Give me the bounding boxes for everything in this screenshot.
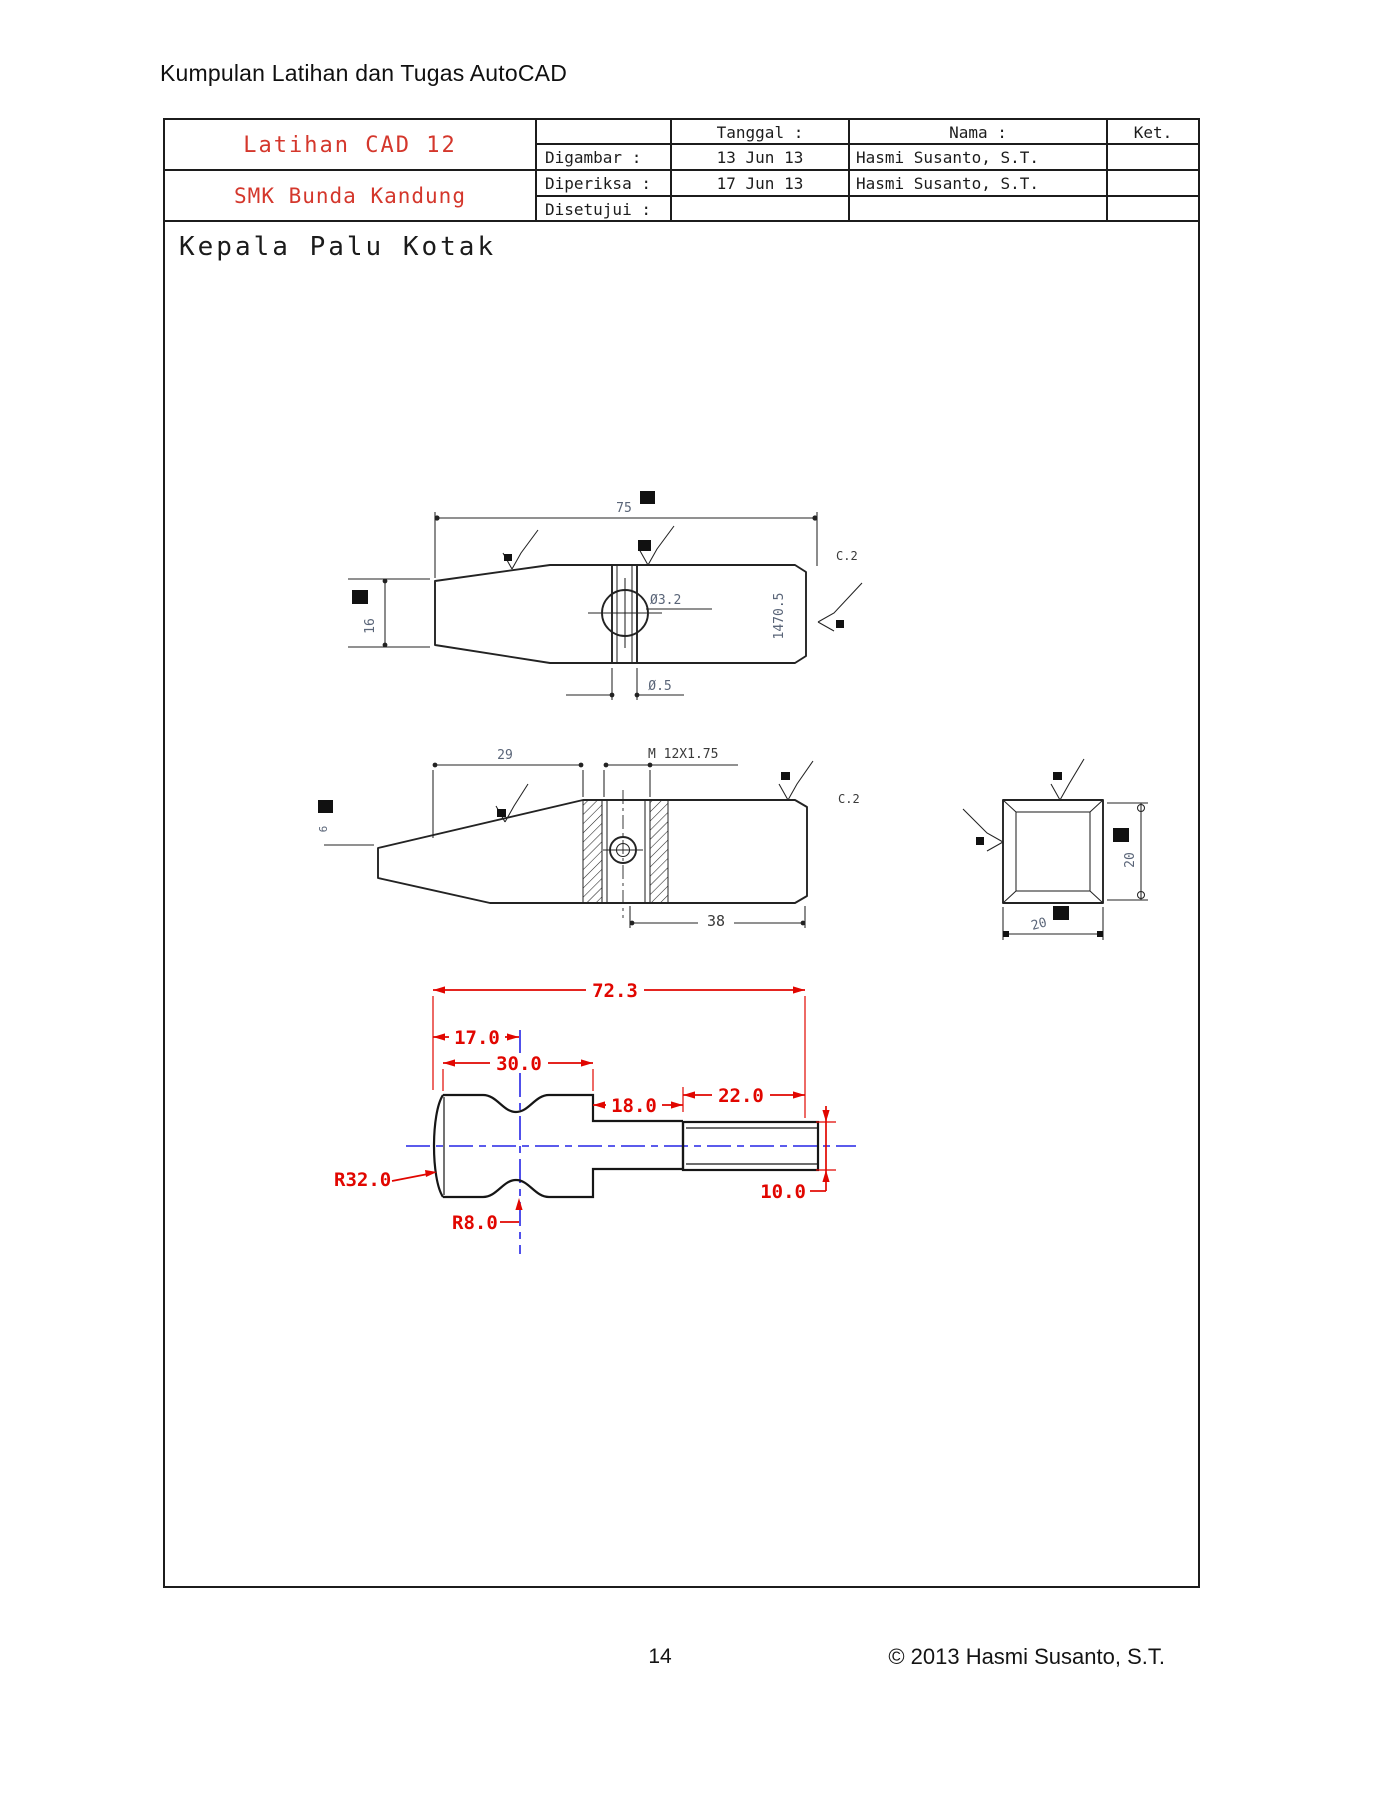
dim-16: 16 <box>363 618 378 634</box>
tolerance-box <box>1113 828 1129 842</box>
dimension-r8 <box>452 1198 523 1234</box>
dim-20-v: 20 <box>1123 852 1138 868</box>
surface-finish-icon <box>818 583 862 631</box>
dim-17: 17.0 <box>454 1027 500 1049</box>
dimension-17 <box>433 1027 519 1049</box>
copyright: © 2013 Hasmi Susanto, S.T. <box>888 1644 1165 1669</box>
title-block-date: 17 Jun 13 <box>672 171 850 197</box>
title-block-header-ket: Ket. <box>1108 120 1198 145</box>
side-dim-label: 1470.5 <box>772 592 787 640</box>
title-block-name: Hasmi Susanto, S.T. <box>850 171 1108 197</box>
dimension-depth <box>630 906 806 930</box>
dimension-side-width <box>1003 906 1103 940</box>
tolerance-box <box>318 800 333 813</box>
surface-finish-icon <box>638 526 674 565</box>
tip-dimension <box>317 800 374 845</box>
page-number: 14 <box>648 1645 672 1668</box>
title-block-row-label: Diperiksa : <box>537 171 672 197</box>
dimension-18 <box>593 1095 683 1117</box>
title-block-row-label: Digambar : <box>537 145 672 171</box>
thread-label: M 12X1.75 <box>648 747 719 762</box>
tolerance-box <box>1053 906 1069 920</box>
dim-22: 22.0 <box>718 1085 764 1107</box>
title-block-header-nama: Nama : <box>850 120 1108 145</box>
surface-finish-icon <box>779 761 813 800</box>
profile-view <box>348 491 862 700</box>
dim-30: 30.0 <box>496 1053 542 1075</box>
dim-6: 6 <box>317 825 330 833</box>
title-block-school: SMK Bunda Kandung <box>165 171 537 222</box>
dimension-total <box>433 979 805 1002</box>
dim-total: 72.3 <box>592 980 638 1002</box>
page-header: Kumpulan Latihan dan Tugas AutoCAD <box>160 60 568 86</box>
title-block-exercise: Latihan CAD 12 <box>165 120 537 171</box>
dim-10: 10.0 <box>760 1181 806 1203</box>
dim-18: 18.0 <box>611 1095 657 1117</box>
dimension-r32 <box>334 1169 437 1191</box>
dimension-22 <box>683 1085 805 1107</box>
cross-hole <box>588 578 712 648</box>
title-block-header-tanggal: Tanggal : <box>672 120 850 145</box>
dimension-slot <box>566 668 684 700</box>
surface-finish-icon <box>963 809 1003 851</box>
dim-hole: Ø3.2 <box>650 593 682 608</box>
dim-75: 75 <box>616 501 632 516</box>
title-block-name: Hasmi Susanto, S.T. <box>850 145 1108 171</box>
title-block-row-label: Disetujui : <box>537 197 672 222</box>
tolerance-box <box>352 590 368 604</box>
title-block-date: 13 Jun 13 <box>672 145 850 171</box>
dimension-side-height <box>1107 803 1148 900</box>
dim-slot: Ø.5 <box>648 679 672 694</box>
tolerance-box <box>640 491 655 504</box>
dim-r32: R32.0 <box>334 1169 392 1191</box>
dim-29: 29 <box>497 748 513 763</box>
section-view <box>317 747 860 930</box>
detail-view <box>334 979 856 1254</box>
drawing-title: Kepala Palu Kotak <box>179 232 497 262</box>
chamfer-label: C.2 <box>838 792 860 806</box>
surface-finish-icon <box>1051 759 1084 800</box>
dimension-10 <box>760 1106 836 1203</box>
body-outline <box>435 565 806 663</box>
dim-20-h: 20 <box>1029 915 1049 934</box>
end-view <box>963 759 1148 940</box>
dim-38: 38 <box>706 912 726 930</box>
dimension-30 <box>443 1053 593 1075</box>
chamfer-label: C.2 <box>836 549 858 563</box>
dim-r8: R8.0 <box>452 1212 498 1234</box>
dimension-thread <box>604 747 738 797</box>
dimension-taper <box>433 748 584 838</box>
surface-finish-icon <box>503 530 538 569</box>
dimension-height <box>348 579 430 648</box>
section-body <box>378 790 807 918</box>
